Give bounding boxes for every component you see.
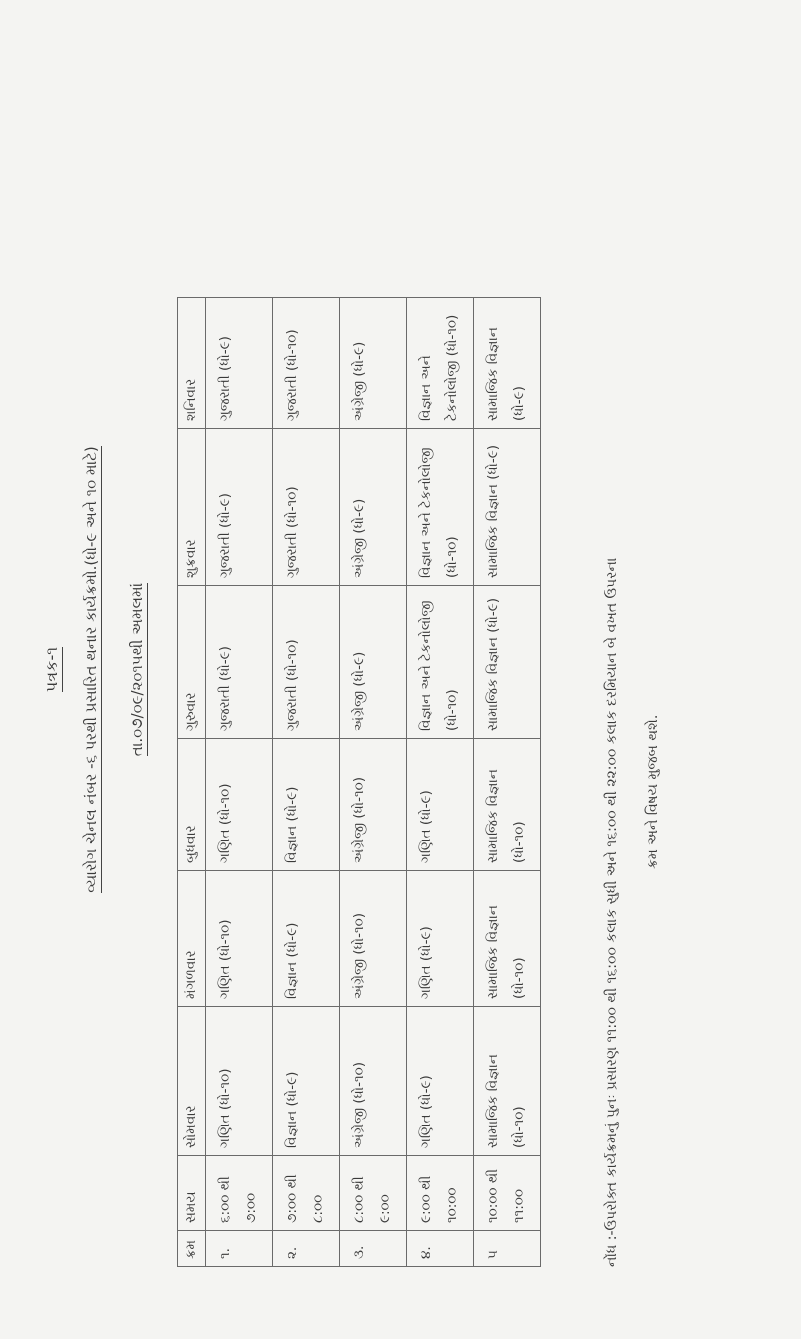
- table-row: [206, 298, 273, 1267]
- footnote: નોંધ :-ઉપરોક્ત કાર્યક્રમનું પુનઃ પ્રસારણ ૧૧:૦૦ થી ૧૬:૦૦ કલાક સુધી અને ૧૬:૦૦ થી ૨૨:૦૦ કલાક દરમિયાન બે વખત ઉપરના: [604, 557, 620, 1267]
- page-title: વ્યારોગ ચેનલ નંબર -૬ પરથી પ્રસારિત થનાર કાર્યક્રમો.(ધો-૯ અને ૧૦ માટે): [82, 446, 100, 893]
- time-cell: ૮:૦૦ થી ૯:૦૦: [340, 1156, 407, 1231]
- subject-cell: વિજ્ઞાન અને ટેકનોલોજી (ધો-૧૦): [407, 429, 474, 586]
- time-cell: ૯:૦૦ થી ૧૦:૦૦: [407, 1156, 474, 1231]
- table-row: [340, 298, 407, 1267]
- table-row: [407, 298, 474, 1267]
- column-header: શનિવાર: [178, 298, 206, 429]
- time-cell: ૭:૦૦ થી ૮:૦૦: [273, 1156, 340, 1231]
- column-header: સમય: [178, 1156, 206, 1231]
- table-header-row: [178, 298, 206, 1267]
- subject-cell: ગણિત (ધો-૯): [407, 739, 474, 871]
- subject-cell: વિજ્ઞાન (ધો-૯): [273, 739, 340, 871]
- subject-cell: સામાજિક વિજ્ઞાન (ધો-૯): [474, 586, 541, 739]
- subject-cell: અંગ્રેજી (ધો-૧૦): [340, 1007, 407, 1156]
- subject-cell: અંગ્રેજી (ધો-૯): [340, 298, 407, 429]
- subject-cell: સામાજિક વિજ્ઞાન (ધો-૯): [474, 429, 541, 586]
- subject-cell: ગણિત (ધો-૯): [407, 871, 474, 1007]
- subject-cell: વિજ્ઞાન અને ટેકનોલોજી (ધો-૧૦): [407, 586, 474, 739]
- column-header: સોમવાર: [178, 1007, 206, 1156]
- page-reference: પત્રક-૧: [42, 646, 61, 693]
- column-header: બુધવાર: [178, 739, 206, 871]
- column-header: ગુરુવાર: [178, 586, 206, 739]
- subject-cell: અંગ્રેજી (ધો-૧૦): [340, 739, 407, 871]
- subject-cell: ગુજરાતી (ધો-૯): [206, 298, 273, 429]
- subject-cell: સામાજિક વિજ્ઞાન (ધો-૧૦): [474, 739, 541, 871]
- table-row: [273, 298, 340, 1267]
- table-row: [474, 298, 541, 1267]
- subject-cell: ગણિત (ધો-૧૦): [206, 1007, 273, 1156]
- subject-cell: સામાજિક વિજ્ઞાન (ધો-૯): [474, 298, 541, 429]
- subject-cell: ગણિત (ધો-૯): [407, 1007, 474, 1156]
- subject-cell: અંગ્રેજી (ધો-૯): [340, 429, 407, 586]
- serial-cell: ૩.: [340, 1231, 407, 1267]
- subject-cell: અંગ્રેજી (ધો-૯): [340, 586, 407, 739]
- subject-cell: ગુજરાતી (ધો-૧૦): [273, 586, 340, 739]
- subject-cell: વિજ્ઞાન (ધો-૯): [273, 1007, 340, 1156]
- footnote-continuation: ક્રમ અને વિષય મુજબ થશે.: [645, 714, 661, 869]
- serial-cell: ૪.: [407, 1231, 474, 1267]
- serial-cell: ૫: [474, 1231, 541, 1267]
- subject-cell: ગણિત (ધો-૧૦): [206, 871, 273, 1007]
- column-header: શુક્રવાર: [178, 429, 206, 586]
- effective-date: તા.૦૭/૦૯/૨૦૧૫થી અમલમાં: [128, 582, 146, 757]
- column-header: ક્રમ: [178, 1231, 206, 1267]
- subject-cell: વિજ્ઞાન અને ટેકનોલોજી (ધો-૧૦): [407, 298, 474, 429]
- subject-cell: ગુજરાતી (ધો-૧૦): [273, 298, 340, 429]
- subject-cell: વિજ્ઞાન (ધો-૯): [273, 871, 340, 1007]
- subject-cell: ગુજરાતી (ધો-૯): [206, 586, 273, 739]
- subject-cell: અંગ્રેજી (ધો-૧૦): [340, 871, 407, 1007]
- subject-cell: ગુજરાતી (ધો-૯): [206, 429, 273, 586]
- time-cell: ૧૦:૦૦ થી ૧૧:૦૦: [474, 1156, 541, 1231]
- subject-cell: ગણિત (ધો-૧૦): [206, 739, 273, 871]
- subject-cell: સામાજિક વિજ્ઞાન (ધો-૧૦): [474, 1007, 541, 1156]
- time-cell: ૬:૦૦ થી ૭:૦૦: [206, 1156, 273, 1231]
- column-header: મંગળવાર: [178, 871, 206, 1007]
- subject-cell: ગુજરાતી (ધો-૧૦): [273, 429, 340, 586]
- subject-cell: સામાજિક વિજ્ઞાન (ધો-૧૦): [474, 871, 541, 1007]
- serial-cell: ૧.: [206, 1231, 273, 1267]
- serial-cell: ૨.: [273, 1231, 340, 1267]
- schedule-table: [177, 297, 541, 1267]
